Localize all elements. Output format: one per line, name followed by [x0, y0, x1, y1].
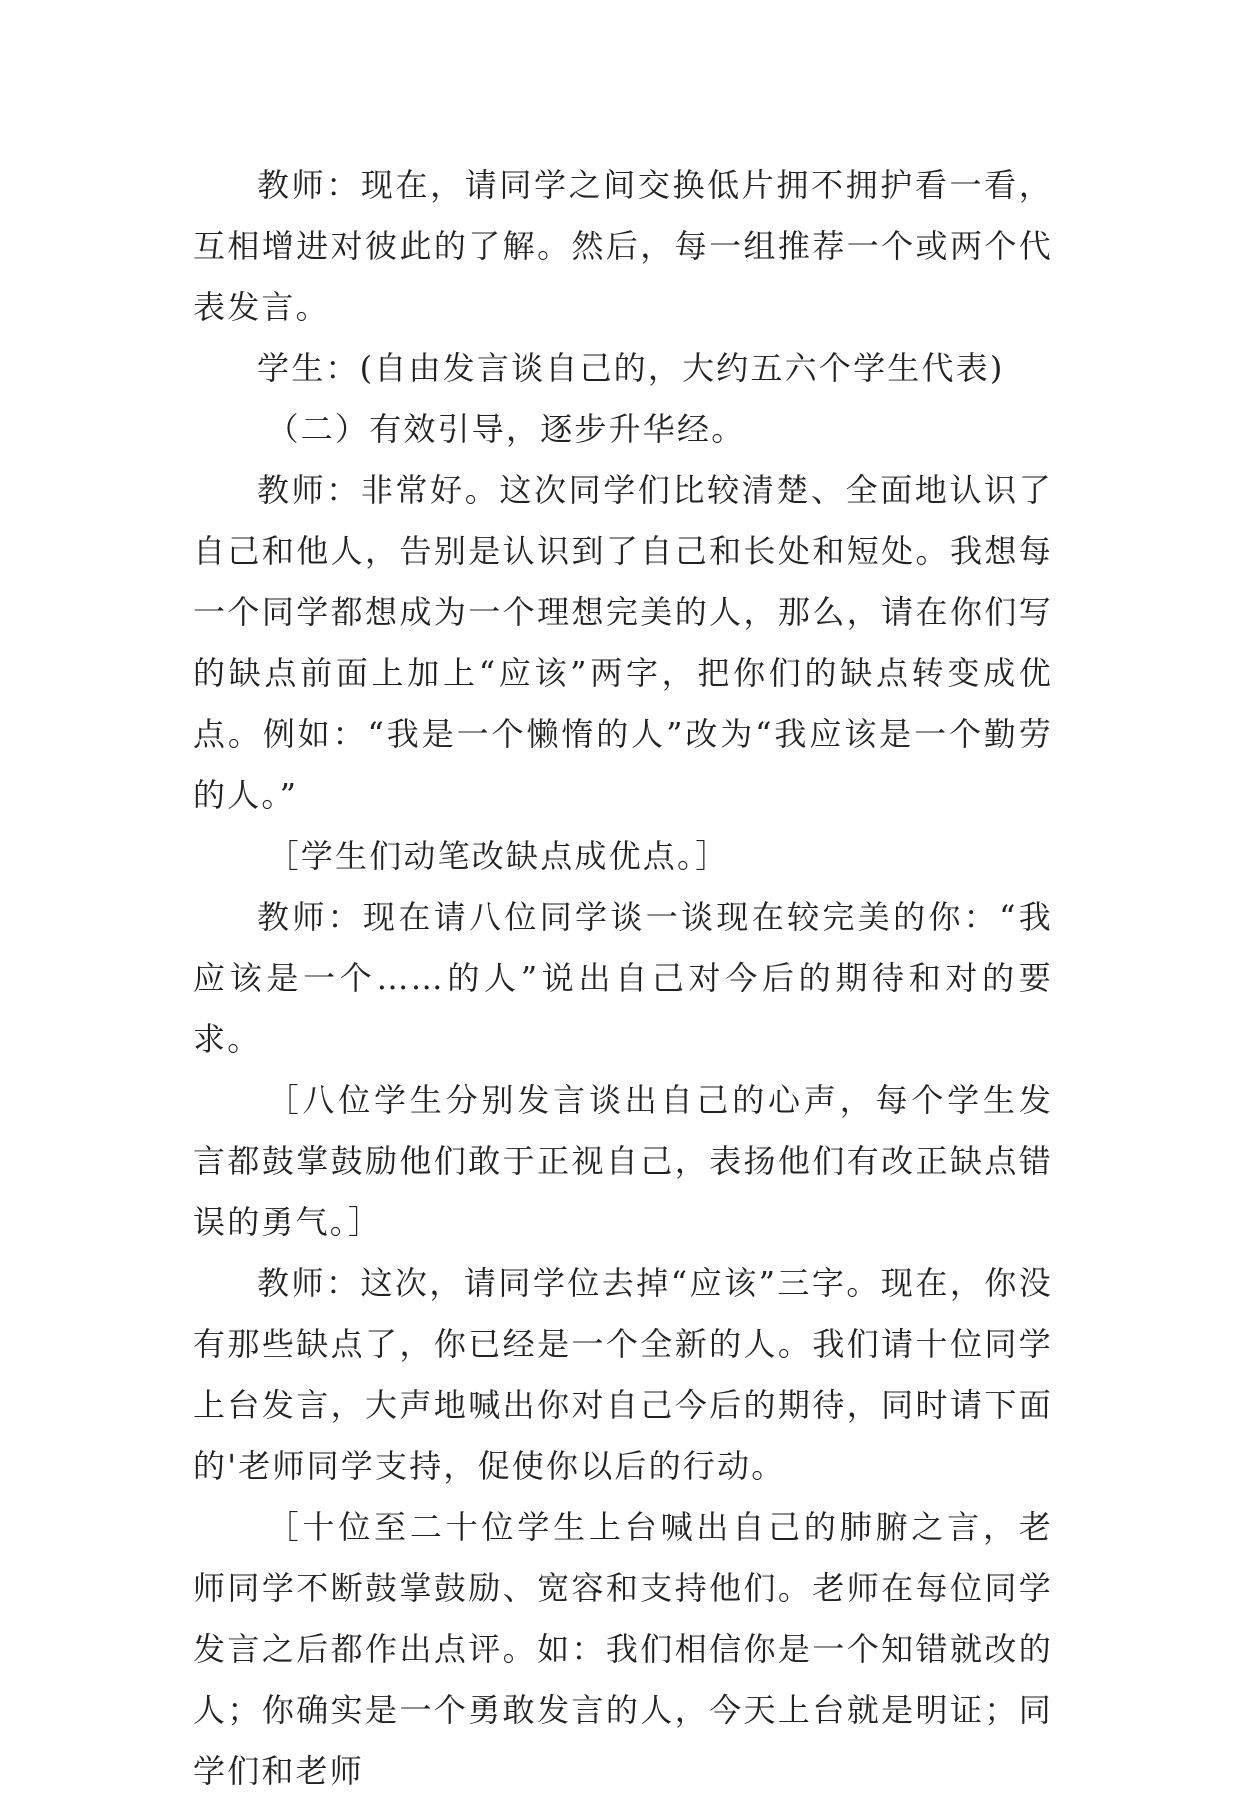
- paragraph-student-speech: 学生：(自由发言谈自己的，大约五六个学生代表): [257, 349, 1005, 387]
- paragraph-stage-direction-eight: ［八位学生分别发言谈出自己的心声，每个学生发言都鼓掌鼓励他们敢于正视自己，表扬他们有改正缺点错误的勇气。］: [193, 1081, 1053, 1241]
- paragraph-stage-direction-twenty: ［十位至二十位学生上台喊出自己的肺腑之言，老师同学不断鼓掌鼓励、宽容和支持他们。老师在每位同学发言之后都作出点评。如：我们相信你是一个知错就改的人；你确实是一个勇敢发言的人，今天上台就是明证；同学们和老师: [193, 1508, 1053, 1790]
- document-body: [193, 155, 1053, 1802]
- paragraph-teacher-remove-should: 教师：这次，请同学位去掉“应该”三字。现在，你没有那些缺点了，你已经是一个全新的人。我们请十位同学上台发言，大声地喊出你对自己今后的期待，同时请下面的'老师同学支持，促使你以后的行动。: [193, 1264, 1053, 1485]
- section-heading-guidance: （二）有效引导，逐步升华经。: [266, 410, 746, 448]
- paragraph-teacher-praise: 教师：非常好。这次同学们比较清楚、全面地认识了自己和他人，告别是认识到了自己和长处和短处。我想每一个同学都想成为一个理想完美的人，那么，请在你们写的缺点前面上加上“应该”两字，把你们的缺点转变成优点。例如：“我是一个懒惰的人”改为“我应该是一个勤劳的人。”: [193, 471, 1053, 814]
- paragraph-teacher-eight-students: 教师：现在请八位同学谈一谈现在较完美的你：“我应该是一个……的人”说出自己对今后的期待和对的要求。: [193, 898, 1053, 1058]
- paragraph-stage-direction-revise: ［学生们动笔改缺点成优点。］: [266, 837, 730, 875]
- paragraph-teacher-exchange: 教师：现在，请同学之间交换低片拥不拥护看一看，互相增进对彼此的了解。然后，每一组推荐一个或两个代表发言。: [193, 166, 1053, 326]
